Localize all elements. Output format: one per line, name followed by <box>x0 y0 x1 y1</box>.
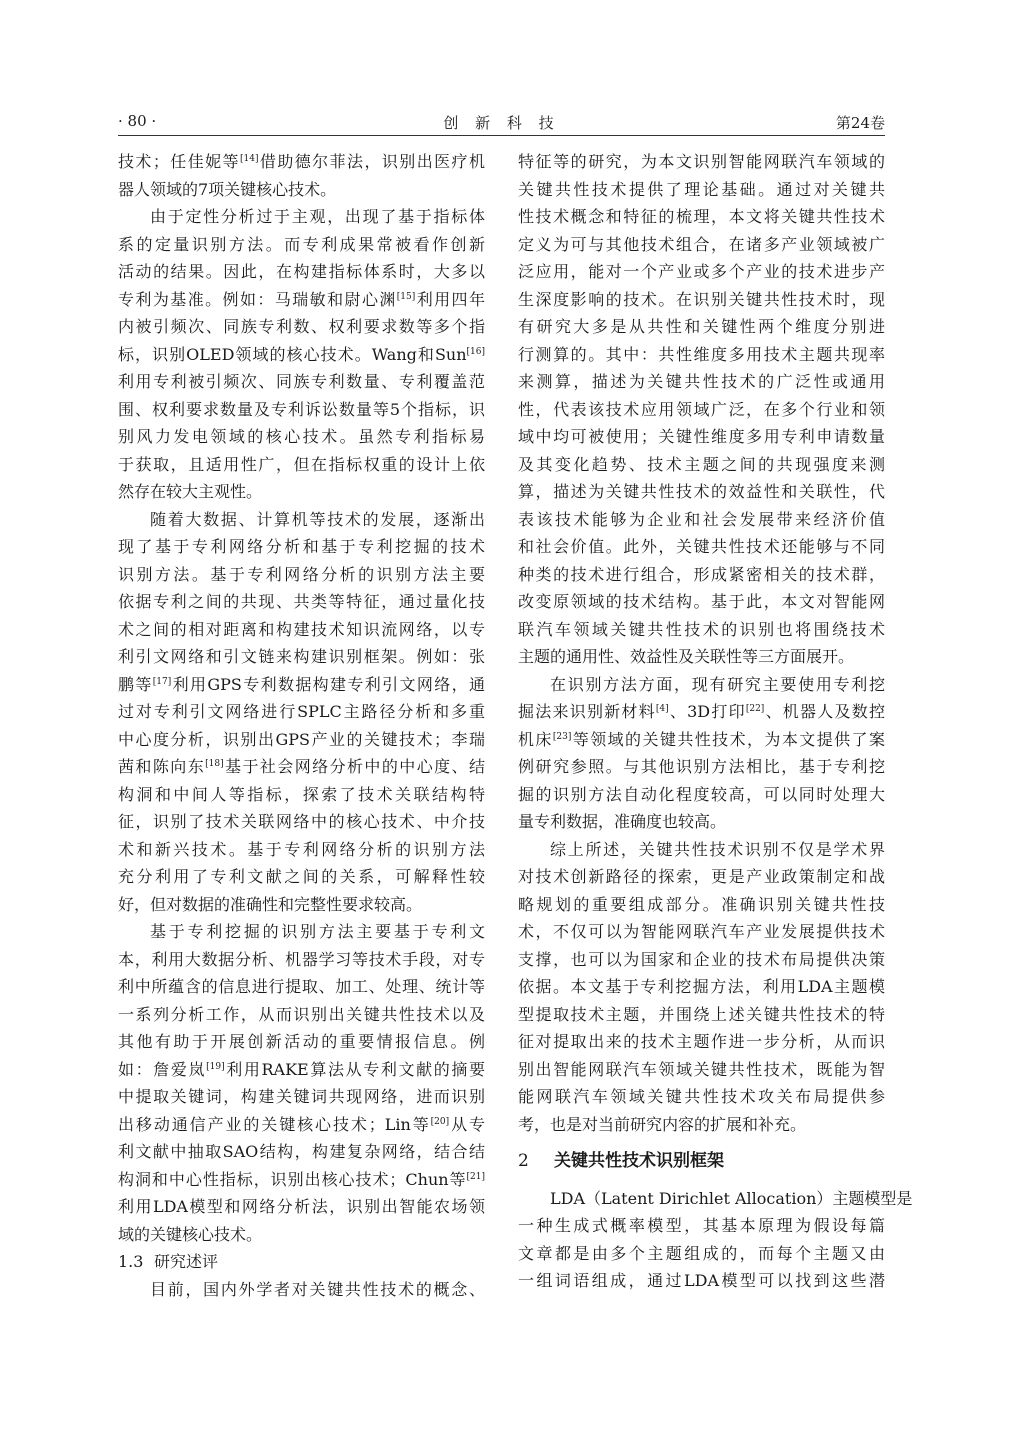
text-line: 中心度分析，识别出GPS产业的关键技术；李瑞 <box>118 729 485 749</box>
text-line: 过对专利引文网络进行SPLC主路径分析和多重 <box>118 702 485 721</box>
header-rule <box>118 135 885 136</box>
text-line: 和社会价值。此外，关键共性技术还能够与不同 <box>518 537 885 556</box>
text-line: 掘法来识别新材料[4]、3D打印[22]、机器人及数控 <box>518 702 885 721</box>
text-line: 其他有助于开展创新活动的重要情报信息。例 <box>118 1032 485 1051</box>
text-line: 识别方法。基于专利网络分析的识别方法主要 <box>118 564 485 584</box>
text-line: 在识别方法方面，现有研究主要使用专利挖 <box>550 674 885 694</box>
text-line: 依据。本文基于专利挖掘方法，利用LDA主题模 <box>518 977 885 996</box>
text-line: 利文献中抽取SAO结构，构建复杂网络，结合结 <box>118 1142 485 1161</box>
citation-ref: [21] <box>466 1171 485 1182</box>
text-line: 别风力发电领域的核心技术。虽然专利指标易 <box>118 427 485 446</box>
heading-number: 2 <box>518 1150 529 1171</box>
text-line: 目前，国内外学者对关键共性技术的概念、 <box>150 1279 485 1299</box>
text-line: 有研究大多是从共性和关键性两个维度分别进 <box>518 317 885 336</box>
heading-title: 关键共性技术识别框架 <box>554 1150 724 1171</box>
paragraph <box>118 918 485 1248</box>
text-line: 依据专利之间的共现、共类等特征，通过量化技 <box>118 592 485 611</box>
text-line: 量专利数据，准确度也较高。 <box>518 812 727 831</box>
paragraph <box>118 203 485 506</box>
text-line: 生深度影响的技术。在识别关键共性技术时，现 <box>518 289 885 309</box>
page-header <box>118 112 885 134</box>
text-line: 能网联汽车领域关键共性技术攻关布局提供参 <box>518 1087 885 1106</box>
text-line: 性技术概念和特征的梳理，本文将关键共性技术 <box>518 207 885 226</box>
text-line: 利中所蕴含的信息进行提取、加工、处理、统计等 <box>118 977 485 996</box>
text-line: 特征等的研究，为本文识别智能网联汽车领域的 <box>518 152 885 171</box>
citation-ref: [23] <box>552 731 572 742</box>
text-line: 泛应用，能对一个产业或多个产业的技术进步产 <box>518 262 885 281</box>
text-line: 联汽车领域关键共性技术的识别也将围绕技术 <box>518 619 885 639</box>
text-line: 支撑，也可以为国家和企业的技术布局提供决策 <box>518 949 885 969</box>
text-line: 一种生成式概率模型，其基本原理为假设每篇 <box>518 1216 885 1235</box>
paragraph <box>118 1276 485 1304</box>
text-line: 如：詹爱岚[19]利用RAKE算法从专利文献的摘要 <box>118 1059 485 1079</box>
text-line: 鹏等[17]利用GPS专利数据构建专利引文网络，通 <box>118 674 485 694</box>
text-line: 略规划的重要组成部分。准确识别关键共性技 <box>518 894 885 914</box>
citation-ref: [14] <box>239 154 259 164</box>
citation-ref: [20] <box>430 1116 450 1127</box>
paragraph <box>518 671 885 836</box>
text-line: 构洞和中心性指标，识别出核心技术；Chun等[21] <box>118 1169 485 1189</box>
text-line: 中提取关键词，构建关键词共现网络，进而识别 <box>118 1087 485 1106</box>
heading-number: 1.3 <box>118 1252 144 1271</box>
text-line: 对技术创新路径的探索，更是产业政策制定和战 <box>518 867 885 886</box>
text-line: 活动的结果。因此，在构建指标体系时，大多以 <box>118 262 485 281</box>
text-line: 一组词语组成，通过LDA模型可以找到这些潜 <box>518 1271 885 1290</box>
text-line: 文章都是由多个主题组成的，而每个主题又由 <box>518 1243 885 1263</box>
paragraph <box>118 148 485 203</box>
text-line: 标，识别OLED领域的核心技术。Wang和Sun[16] <box>118 344 485 364</box>
text-line: 关键共性技术提供了理论基础。通过对关键共 <box>518 179 885 199</box>
text-line: 例研究参照。与其他识别方法相比，基于专利挖 <box>518 757 885 776</box>
text-line: 内被引频次、同族专利数、权利要求数等多个指 <box>118 317 485 336</box>
left-column <box>118 148 485 1303</box>
text-line: 主题的通用性、效益性及关联性等三方面展开。 <box>518 647 855 666</box>
text-line: 充分利用了专利文献之间的关系，可解释性较 <box>118 867 485 886</box>
text-line: 综上所述，关键共性技术识别不仅是学术界 <box>550 839 885 859</box>
volume-label: 第24卷 <box>835 114 885 132</box>
text-line: 型提取技术主题，并围绕上述关键共性技术的特 <box>518 1004 885 1024</box>
text-line: 掘的识别方法自动化程度较高，可以同时处理大 <box>518 784 885 804</box>
section-heading <box>518 1148 885 1176</box>
text-line: 考，也是对当前研究内容的扩展和补充。 <box>518 1114 807 1134</box>
text-line: 围、权利要求数量及专利诉讼数量等5个指标，识 <box>118 399 485 419</box>
citation-ref: [19] <box>206 1061 225 1072</box>
text-line: 由于定性分析过于主观，出现了基于指标体 <box>150 207 485 226</box>
text-line: 利用LDA模型和网络分析法，识别出智能农场领 <box>118 1197 485 1216</box>
text-line: 好，但对数据的准确性和完整性要求较高。 <box>118 894 423 914</box>
text-line: 专利为基准。例如：马瑞敏和尉心渊[15]利用四年 <box>118 289 485 309</box>
text-line: 算，描述为关键共性技术的效益性和关联性，代 <box>518 482 885 501</box>
text-line: 及其变化趋势、技术主题之间的共现强度来测 <box>518 454 885 474</box>
text-line: 一系列分析工作，从而识别出关键共性技术以及 <box>118 1004 485 1024</box>
text-line: 术之间的相对距离和构建技术知识流网络，以专 <box>118 619 485 639</box>
heading-title: 研究述评 <box>154 1252 219 1271</box>
text-line: 术，不仅可以为智能网联汽车产业发展提供技术 <box>518 922 885 941</box>
text-line: 利用专利被引频次、同族专利数量、专利覆盖范 <box>118 372 485 391</box>
text-line: 行测算的。其中：共性维度多用技术主题共现率 <box>518 344 885 364</box>
paragraph <box>518 148 885 671</box>
text-line: 本，利用大数据分析、机器学习等技术手段，对专 <box>118 949 485 969</box>
text-line: 定义为可与其他技术组合，在诸多产业领域被广 <box>518 234 885 254</box>
text-line: 构洞和中间人等指标，探索了技术关联结构特 <box>118 784 485 804</box>
citation-ref: [22] <box>745 704 765 714</box>
text-line: 随着大数据、计算机等技术的发展，逐渐出 <box>150 509 485 529</box>
text-line: LDA（Latent Dirichlet Allocation）主题模型是 <box>550 1188 913 1208</box>
text-line: 技术；任佳妮等[14]借助德尔菲法，识别出医疗机 <box>118 152 485 171</box>
text-line: 基于专利挖掘的识别方法主要基于专利文 <box>150 922 485 941</box>
citation-ref: [15] <box>396 291 416 302</box>
citation-ref: [4] <box>655 704 669 714</box>
journal-name: 创 新 科 技 <box>443 114 560 132</box>
text-line: 种类的技术进行组合，形成紧密相关的技术群， <box>518 564 885 584</box>
text-line: 来测算，描述为关键共性技术的广泛性或通用 <box>518 372 885 391</box>
text-line: 器人领域的7项关键核心技术。 <box>118 179 337 199</box>
text-line: 于获取，且适用性广，但在指标权重的设计上依 <box>118 454 485 474</box>
text-line: 然存在较大主观性。 <box>118 482 263 501</box>
citation-ref: [16] <box>466 346 485 357</box>
text-line: 现了基于专利网络分析和基于专利挖掘的技术 <box>118 537 485 556</box>
paragraph <box>518 1185 913 1295</box>
text-line: 别出智能网联汽车领域关键共性技术，既能为智 <box>518 1059 885 1079</box>
text-line: 出移动通信产业的关键核心技术；Lin等[20]从专 <box>118 1114 485 1134</box>
citation-ref: [17] <box>152 676 172 687</box>
text-line: 域中均可被使用；关键性维度多用专利申请数量 <box>518 427 885 446</box>
text-line: 表该技术能够为企业和社会发展带来经济价值 <box>518 509 885 529</box>
text-line: 改变原领域的技术结构。基于此，本文对智能网 <box>518 592 885 611</box>
text-line: 机床[23]等领域的关键共性技术，为本文提供了案 <box>518 729 885 749</box>
text-line: 利引文网络和引文链来构建识别框架。例如：张 <box>118 647 485 666</box>
right-column <box>518 148 913 1295</box>
text-line: 系的定量识别方法。而专利成果常被看作创新 <box>118 234 485 254</box>
text-line: 征对提取出来的技术主题作进一步分析，从而识 <box>518 1032 885 1051</box>
page-number: · 80 · <box>118 112 157 130</box>
text-line: 征，识别了技术关联网络中的核心技术、中介技 <box>118 812 485 831</box>
paragraph <box>518 836 885 1139</box>
subsection-heading <box>118 1248 485 1276</box>
citation-ref: [18] <box>205 759 224 769</box>
text-line: 茜和陈向东[18]基于社会网络分析中的中心度、结 <box>118 757 485 776</box>
text-line: 术和新兴技术。基于专利网络分析的识别方法 <box>118 839 485 859</box>
text-line: 域的关键核心技术。 <box>118 1224 263 1244</box>
text-line: 性，代表该技术应用领域广泛，在多个行业和领 <box>518 399 885 419</box>
paragraph <box>118 506 485 919</box>
